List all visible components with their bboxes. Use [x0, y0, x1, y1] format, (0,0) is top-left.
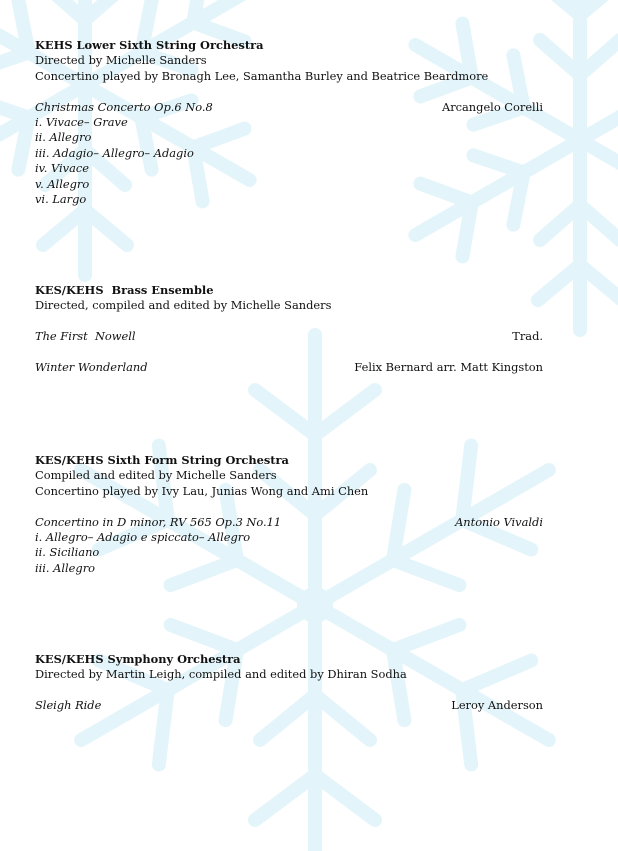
movement: iii. Allegro	[35, 560, 96, 575]
ensemble-heading: KES/KEHS Sixth Form String Orchestra	[35, 453, 289, 467]
movement: vi. Largo	[35, 192, 87, 207]
concertino-credit: Concertino played by Bronagh Lee, Samantha Burley and Beatrice Beardmore	[35, 68, 489, 83]
work-title: Concertino in D minor, RV 565 Op.3 No.11	[35, 514, 282, 529]
ensemble-heading: KES/KEHS Symphony Orchestra	[35, 652, 241, 666]
work-title: Christmas Concerto Op.6 No.8	[35, 99, 213, 114]
ensemble-heading: KES/KEHS Brass Ensemble	[35, 283, 214, 297]
director-credit: Directed by Michelle Sanders	[35, 53, 207, 68]
work-composer: Leroy Anderson	[451, 698, 543, 713]
movement: iii. Adagio– Allegro– Adagio	[35, 145, 194, 160]
work-row	[35, 698, 543, 713]
work-title: Winter Wonderland	[35, 360, 148, 374]
movement: ii. Allegro	[35, 130, 92, 145]
work-composer: Trad.	[512, 329, 543, 344]
work-composer: Antonio Vivaldi	[455, 514, 543, 529]
programme-section-sixth-form-strings	[35, 453, 543, 576]
director-credit: Directed by Martin Leigh, compiled and edited by Dhiran Sodha	[35, 667, 407, 682]
work-row	[35, 329, 543, 344]
movement: i. Vivace– Grave	[35, 115, 128, 130]
work-row	[35, 360, 543, 375]
programme-section-lower-sixth-strings	[35, 38, 543, 207]
work-title: The First Nowell	[35, 329, 136, 344]
work-composer: Felix Bernard arr. Matt Kingston	[354, 360, 543, 374]
work-row	[35, 100, 543, 115]
director-credit: Compiled and edited by Michelle Sanders	[35, 468, 277, 483]
movement: ii. Siciliano	[35, 545, 100, 560]
work-composer: Arcangelo Corelli	[441, 99, 543, 114]
director-credit: Directed, compiled and edited by Michelle Sanders	[35, 298, 332, 313]
programme-content	[35, 38, 543, 713]
concertino-credit: Concertino played by Ivy Lau, Junias Wong and Ami Chen	[35, 483, 369, 498]
ensemble-heading: KEHS Lower Sixth String Orchestra	[35, 38, 264, 52]
movement: v. Allegro	[35, 176, 90, 191]
programme-section-brass-ensemble	[35, 283, 543, 375]
programme-section-symphony-orchestra	[35, 652, 543, 714]
work-row	[35, 515, 543, 530]
work-title: Sleigh Ride	[35, 698, 102, 713]
movement: iv. Vivace	[35, 161, 89, 176]
movement: i. Allegro– Adagio e spiccato– Allegro	[35, 530, 251, 545]
